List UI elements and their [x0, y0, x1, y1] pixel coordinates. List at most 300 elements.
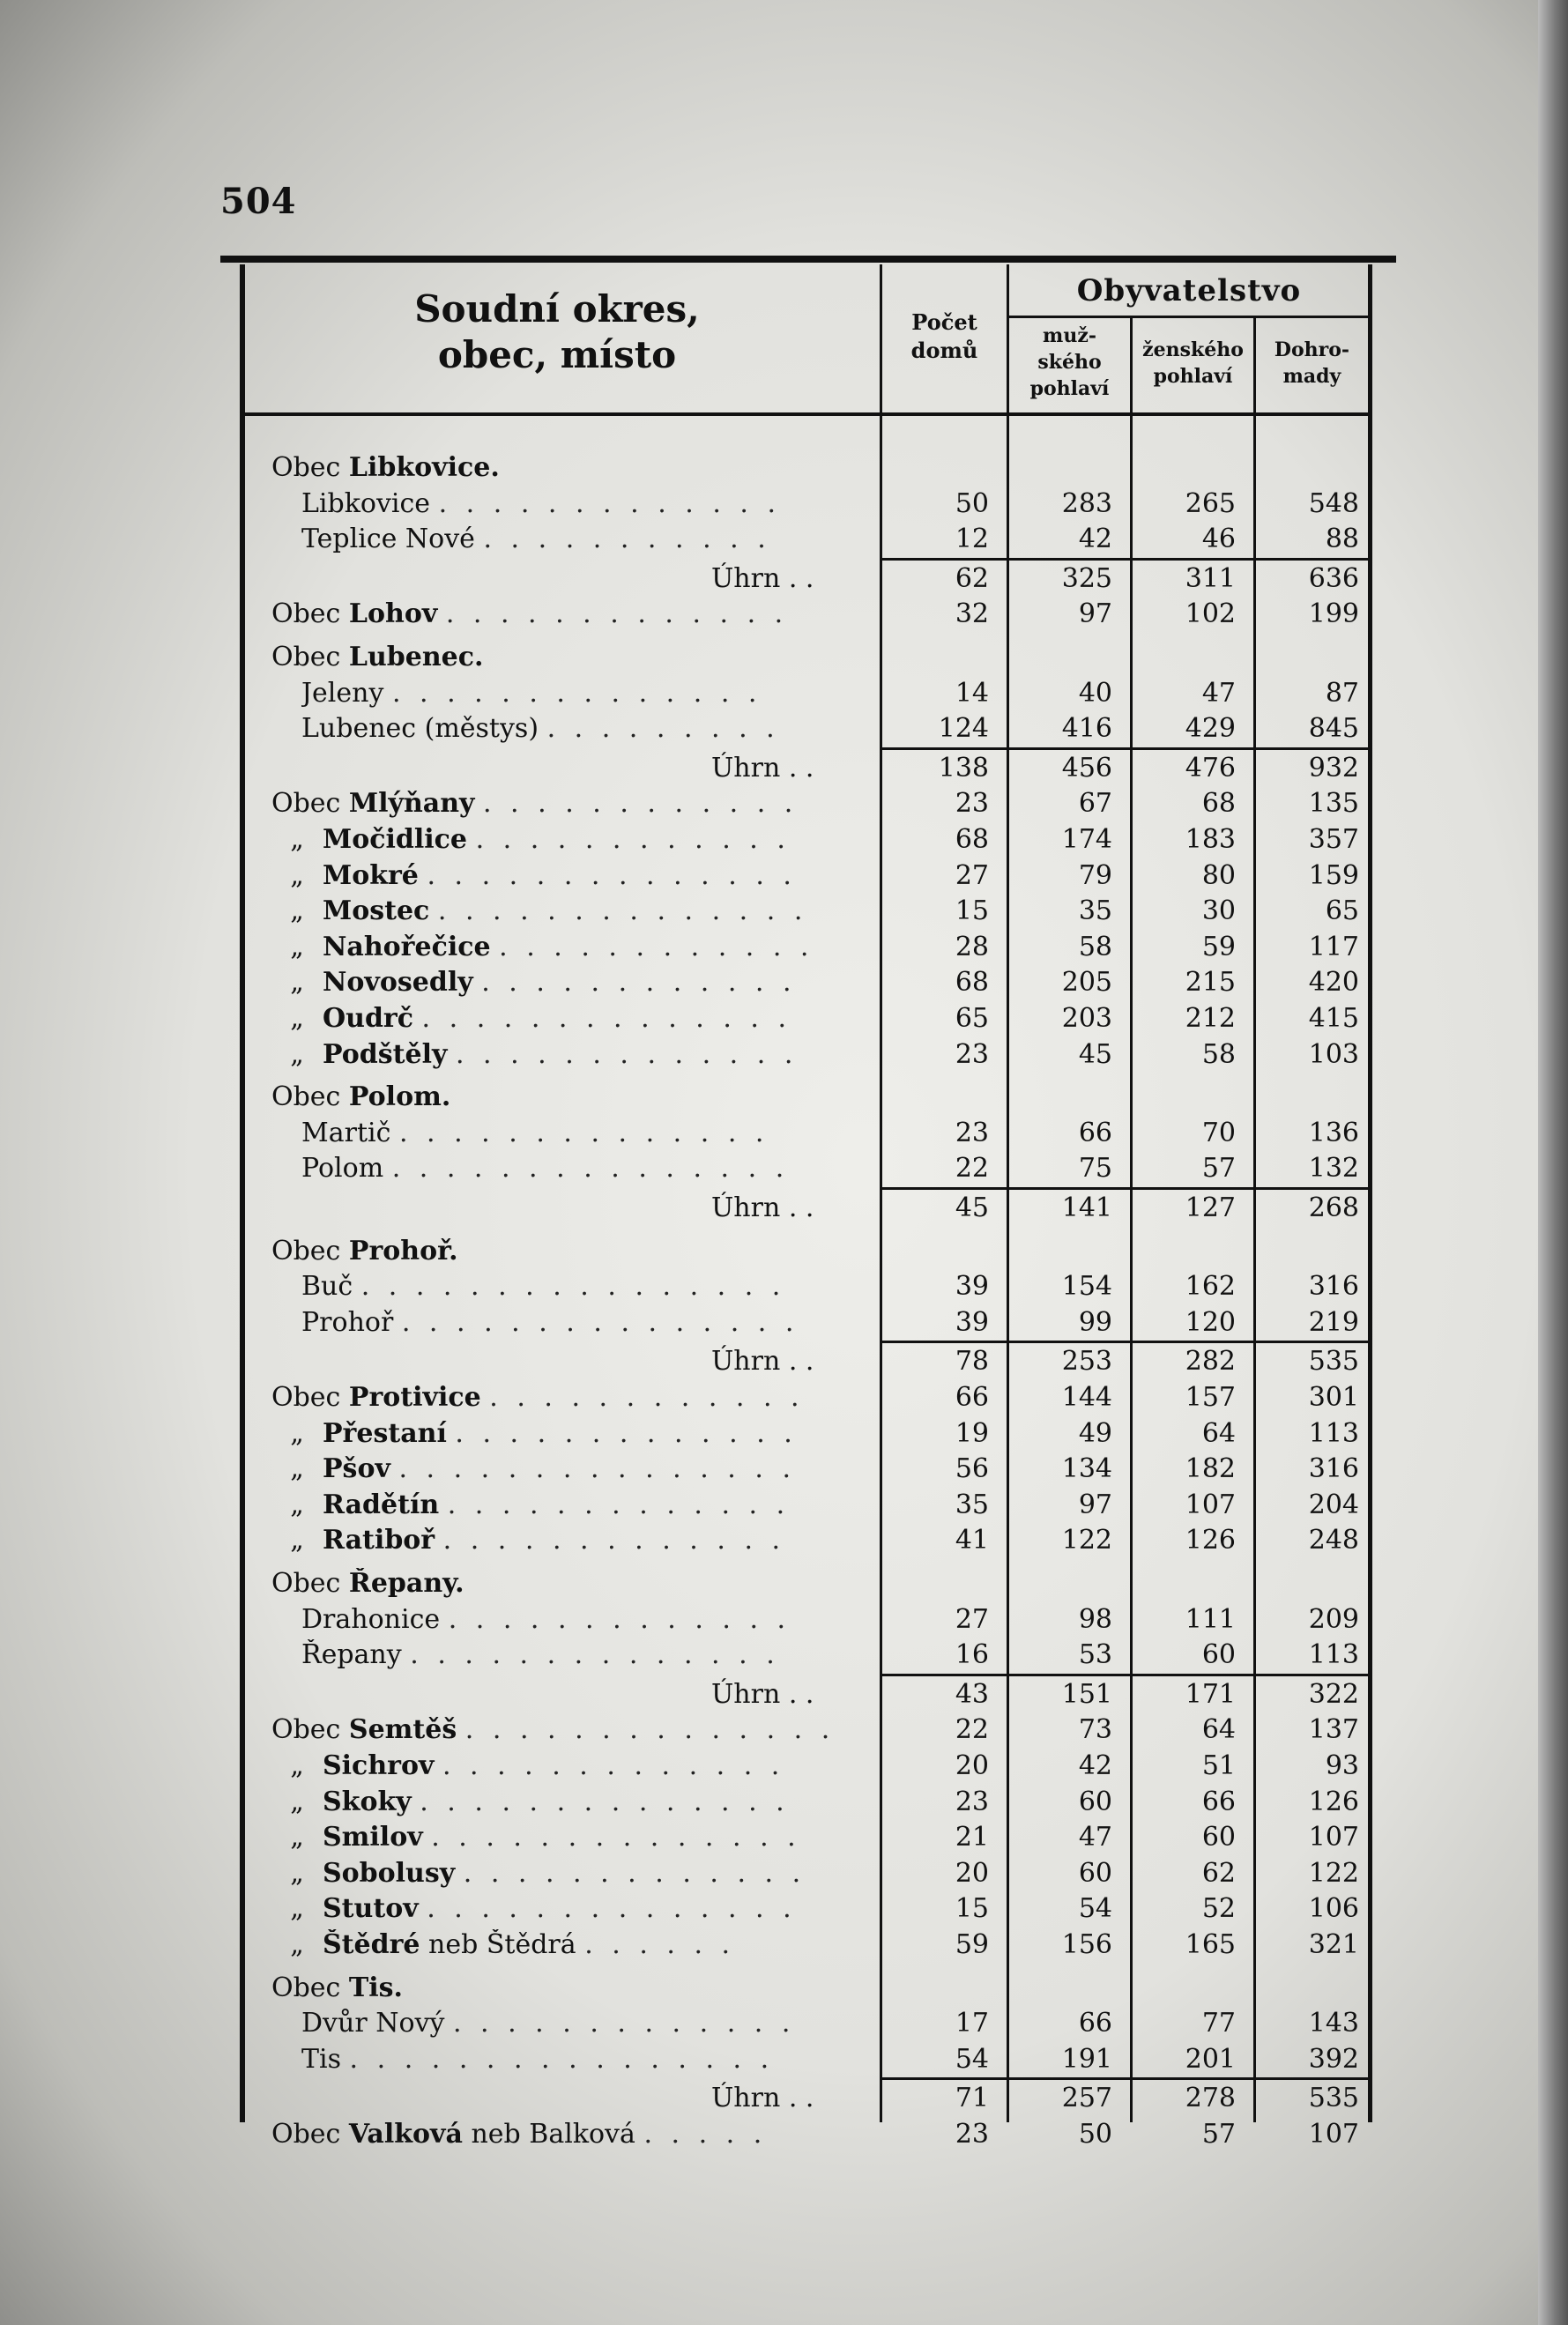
female-count: 59: [1201, 931, 1236, 962]
total-label: [711, 1346, 879, 1378]
row-label: [271, 1489, 880, 1521]
place-name: Libkovice.: [348, 452, 500, 483]
female-count: 162: [1185, 1271, 1236, 1303]
place-name: Sichrov: [323, 1750, 435, 1781]
place-name: Lohov: [348, 598, 438, 630]
obec-prefix: Obec: [271, 788, 341, 820]
table-row: [240, 824, 1372, 856]
houses-count: 45: [955, 1192, 989, 1223]
ditto-mark: „: [290, 1003, 304, 1034]
male-count: 416: [1061, 713, 1112, 745]
ditto-mark: „: [290, 1453, 304, 1485]
leader-dots: . . . . . . . . . . . . . . .: [391, 1153, 790, 1185]
ditto-mark: „: [290, 895, 304, 927]
row-label: [271, 1003, 880, 1035]
row-label: [271, 1568, 880, 1600]
male-count: 50: [1078, 2119, 1112, 2150]
total-count: 107: [1308, 1822, 1359, 1853]
total-label: [711, 1192, 879, 1224]
place-name: Prohoř.: [348, 1235, 458, 1266]
table-row: [240, 1081, 1372, 1113]
row-label: [271, 788, 880, 820]
table-row: [240, 895, 1372, 927]
place-name: Smilov: [323, 1822, 423, 1853]
place-name: Řepany.: [348, 1568, 464, 1599]
female-count: 62: [1201, 1857, 1236, 1889]
leader-dots: . . . . . . . . . . . .: [482, 788, 799, 820]
female-count: 46: [1201, 524, 1236, 555]
total-count: 113: [1308, 1417, 1359, 1449]
male-count: 283: [1061, 487, 1112, 519]
total-count: 204: [1308, 1489, 1359, 1520]
houses-count: 78: [955, 1346, 989, 1378]
total-count: 103: [1308, 1038, 1359, 1070]
ditto-mark: „: [290, 1893, 304, 1925]
leader-dots: . . . . . . . . . . . . . .: [427, 859, 797, 891]
table-row: [240, 1858, 1372, 1890]
ditto-mark: „: [290, 1489, 304, 1520]
column-header-male: [1009, 323, 1130, 402]
leader-dots: . . . . . . . . . . . . .: [455, 1417, 798, 1449]
houses-count: 59: [955, 1929, 989, 1960]
page-edge-shadow: [1538, 0, 1568, 2325]
houses-count: 62: [955, 562, 989, 594]
obec-prefix: Obec: [271, 1382, 341, 1413]
total-count: 415: [1308, 1003, 1359, 1034]
male-count: 174: [1061, 824, 1112, 855]
header-title-line1: Soudní okres,: [414, 287, 700, 331]
male-count: 203: [1061, 1003, 1112, 1034]
total-count: 65: [1325, 895, 1359, 927]
female-count: 182: [1185, 1453, 1236, 1485]
table-row: [240, 1382, 1372, 1414]
female-count: 171: [1185, 1678, 1236, 1710]
houses-count: 16: [955, 1639, 989, 1671]
female-count: 111: [1185, 1603, 1236, 1635]
total-row: [240, 2083, 1372, 2114]
ditto-mark: „: [290, 1786, 304, 1817]
place-name: Oudrč: [323, 1003, 413, 1034]
table-row: [240, 1418, 1372, 1450]
leader-dots: . .: [788, 1678, 814, 1710]
ditto-mark: „: [290, 1929, 304, 1960]
houses-count: 15: [955, 1893, 989, 1925]
place-name: Stutov: [323, 1893, 419, 1925]
column-header-houses: [882, 308, 1007, 365]
place-name: Štědré: [323, 1929, 420, 1960]
header-male-line3: pohlaví: [1029, 377, 1110, 400]
place-name: Nahořečice: [323, 931, 491, 962]
total-row: [240, 753, 1372, 784]
female-count: 102: [1185, 598, 1236, 630]
place-name-suffix: neb Balková: [462, 2119, 635, 2150]
table-row: [240, 488, 1372, 520]
leader-dots: . . . . . . . . . . . . .: [438, 487, 782, 519]
leader-dots: . . . . . . . . . . .: [483, 524, 771, 555]
total-row: [240, 563, 1372, 595]
row-label: [271, 1972, 880, 2004]
male-count: 122: [1061, 1525, 1112, 1556]
leader-dots: . . . . .: [643, 2119, 768, 2150]
houses-count: 21: [955, 1822, 989, 1853]
row-label: [271, 1236, 880, 1267]
houses-count: 23: [955, 1117, 989, 1148]
female-count: 77: [1201, 2008, 1236, 2039]
total-label: [711, 2083, 879, 2114]
total-count: 268: [1308, 1192, 1359, 1223]
total-count: 93: [1325, 1750, 1359, 1781]
female-count: 60: [1201, 1639, 1236, 1671]
place-name: Řepany: [301, 1639, 402, 1671]
male-count: 253: [1061, 1346, 1112, 1378]
houses-count: 43: [955, 1678, 989, 1710]
male-count: 97: [1078, 1489, 1112, 1520]
total-label: [711, 753, 879, 784]
leader-dots: . . . . . . . . . . . . . .: [420, 1786, 790, 1817]
leader-dots: . . . . . . . . . . . .: [475, 824, 791, 855]
header-pocet-line1: Počet: [911, 309, 977, 335]
leader-dots: . . . . . . . . . . . . . .: [398, 1117, 769, 1148]
total-count: 301: [1308, 1382, 1359, 1413]
leader-dots: . . . . . . . . . . . . .: [455, 1038, 799, 1070]
houses-count: 23: [955, 2119, 989, 2150]
row-label: [271, 824, 880, 856]
place-name: Libkovice: [301, 487, 431, 519]
female-count: 57: [1201, 1153, 1236, 1185]
houses-count: 54: [955, 2043, 989, 2075]
male-count: 67: [1078, 788, 1112, 820]
total-count: 357: [1308, 824, 1359, 855]
female-count: 52: [1201, 1893, 1236, 1925]
table-row: [240, 967, 1372, 999]
table-row: [240, 1153, 1372, 1185]
leader-dots: . .: [788, 1192, 814, 1223]
place-name: Drahonice: [301, 1603, 441, 1635]
place-name: Podštěly: [323, 1038, 448, 1070]
leader-dots: . . . . . . . . . . . .: [499, 931, 814, 962]
table-row: [240, 598, 1372, 630]
houses-count: 65: [955, 1003, 989, 1034]
houses-count: 17: [955, 2008, 989, 2039]
total-row: [240, 1679, 1372, 1711]
total-label-text: Úhrn: [711, 1678, 781, 1710]
place-name: Pšov: [323, 1453, 390, 1485]
sum-rule: [880, 1674, 1370, 1676]
place-name: Tis.: [348, 1972, 403, 2003]
place-name: Mokré: [323, 859, 419, 891]
sum-rule: [880, 558, 1370, 561]
total-count: 106: [1308, 1893, 1359, 1925]
female-count: 57: [1201, 2119, 1236, 2150]
row-label: [271, 1418, 880, 1450]
total-label-text: Úhrn: [711, 1192, 781, 1223]
total-count: 143: [1308, 2008, 1359, 2039]
row-label: [271, 932, 880, 963]
female-count: 66: [1201, 1786, 1236, 1817]
header-title-line2: obec, místo: [437, 333, 677, 376]
row-label: [301, 1153, 910, 1185]
total-count: 199: [1308, 598, 1359, 630]
leader-dots: . . . . . . . . . . . . . .: [431, 1822, 801, 1853]
male-count: 60: [1078, 1786, 1112, 1817]
obec-prefix: Obec: [271, 452, 341, 483]
female-count: 215: [1185, 967, 1236, 999]
male-count: 97: [1078, 598, 1112, 630]
total-count: 136: [1308, 1117, 1359, 1148]
row-label: [271, 1382, 880, 1414]
header-total-line2: mady: [1282, 365, 1341, 388]
table-row: [240, 1893, 1372, 1925]
leader-dots: . . . . . . . . . . . . .: [445, 598, 789, 630]
male-count: 45: [1078, 1038, 1112, 1070]
total-count: 88: [1325, 524, 1359, 555]
houses-count: 32: [955, 598, 989, 630]
female-count: 476: [1185, 752, 1236, 784]
houses-count: 12: [955, 524, 989, 555]
obyvatelstvo-rule: [1007, 316, 1370, 318]
row-label: [301, 2008, 910, 2039]
place-name: Přestaní: [323, 1417, 447, 1449]
male-count: 156: [1061, 1929, 1112, 1960]
header-female-line2: pohlaví: [1153, 365, 1233, 388]
place-name: Prohoř: [301, 1306, 394, 1338]
total-count: 135: [1308, 788, 1359, 820]
ditto-mark: „: [290, 1525, 304, 1556]
total-count: 107: [1308, 2119, 1359, 2150]
row-label: [301, 1604, 910, 1636]
place-name: Buč: [301, 1271, 353, 1303]
leader-dots: . .: [788, 562, 814, 594]
houses-count: 35: [955, 1489, 989, 1520]
place-name: Skoky: [323, 1786, 412, 1817]
ditto-mark: „: [290, 967, 304, 999]
male-count: 154: [1061, 1271, 1112, 1303]
male-count: 191: [1061, 2043, 1112, 2075]
header-bottom-rule: [240, 412, 1372, 416]
male-count: 73: [1078, 1714, 1112, 1746]
female-count: 47: [1201, 677, 1236, 709]
leader-dots: . . . . . . . . . . . .: [481, 967, 797, 999]
total-label: [711, 563, 879, 595]
leader-dots: . . . . . . . . . . . . . . . .: [349, 2043, 775, 2075]
total-count: 322: [1308, 1678, 1359, 1710]
female-count: 278: [1185, 2083, 1236, 2114]
female-count: 64: [1201, 1417, 1236, 1449]
header-total-line1: Dohro-: [1274, 338, 1350, 361]
column-header-population: Obyvatelstvo: [1076, 273, 1302, 308]
total-count: 137: [1308, 1714, 1359, 1746]
leader-dots: . .: [788, 1346, 814, 1378]
total-count: 126: [1308, 1786, 1359, 1817]
place-name: Semtěš: [348, 1714, 457, 1746]
place-name: Teplice Nové: [301, 524, 475, 555]
header-male-line1: muž-: [1043, 324, 1096, 347]
leader-dots: . . . . . . . . . . . . . .: [391, 677, 762, 709]
houses-count: 27: [955, 859, 989, 891]
total-count: 636: [1308, 562, 1359, 594]
male-count: 53: [1078, 1639, 1112, 1671]
table-row: [240, 678, 1372, 709]
header-pocet-line2: domů: [910, 338, 978, 363]
place-name: Valková: [348, 2119, 463, 2150]
female-count: 165: [1185, 1929, 1236, 1960]
houses-count: 22: [955, 1153, 989, 1185]
table-row: [240, 452, 1372, 484]
leader-dots: . . . . . . . . . . . . .: [442, 1525, 786, 1556]
table-row: [240, 1118, 1372, 1149]
total-count: 392: [1308, 2043, 1359, 2075]
row-label: [271, 452, 880, 484]
leader-dots: . . . . . . . . .: [546, 713, 780, 745]
place-name: Mostec: [323, 895, 430, 927]
place-name: Dvůr Nový: [301, 2008, 445, 2039]
total-label-text: Úhrn: [711, 1346, 781, 1378]
houses-count: 68: [955, 967, 989, 999]
place-name: Lubenec.: [348, 642, 484, 672]
obec-prefix: Obec: [271, 642, 341, 672]
female-count: 60: [1201, 1822, 1236, 1853]
total-count: 159: [1308, 859, 1359, 891]
place-name: Mlýňany: [348, 788, 475, 820]
row-label: [301, 678, 910, 709]
male-count: 325: [1061, 562, 1112, 594]
leader-dots: . . . . . .: [584, 1929, 736, 1960]
place-name: Novosedly: [323, 967, 473, 999]
female-count: 311: [1185, 562, 1236, 594]
total-count: 321: [1308, 1929, 1359, 1960]
houses-count: 20: [955, 1750, 989, 1781]
houses-count: 23: [955, 1786, 989, 1817]
place-name: Sobolusy: [323, 1857, 456, 1889]
row-label: [301, 713, 910, 745]
female-count: 64: [1201, 1714, 1236, 1746]
male-count: 42: [1078, 524, 1112, 555]
male-count: 54: [1078, 1893, 1112, 1925]
female-count: 80: [1201, 859, 1236, 891]
table-row: [240, 1929, 1372, 1961]
row-label: [271, 1714, 880, 1746]
houses-count: 27: [955, 1603, 989, 1635]
female-count: 157: [1185, 1382, 1236, 1413]
row-label: [271, 1453, 880, 1485]
ditto-mark: „: [290, 931, 304, 962]
total-count: 113: [1308, 1639, 1359, 1671]
table-row: [240, 1786, 1372, 1818]
male-count: 47: [1078, 1822, 1112, 1853]
leader-dots: . . . . . . . . . . . . . .: [464, 1714, 836, 1746]
ditto-mark: „: [290, 1038, 304, 1070]
row-label: [271, 1525, 880, 1556]
male-count: 257: [1061, 2083, 1112, 2114]
row-label: [301, 1639, 910, 1671]
row-label: [301, 1271, 910, 1303]
row-label: [271, 1039, 880, 1071]
place-name: Polom.: [348, 1081, 451, 1113]
female-count: 30: [1201, 895, 1236, 927]
header-female-line1: ženského: [1142, 338, 1244, 361]
place-name: Lubenec (městys): [301, 713, 539, 745]
place-name: Radětín: [323, 1489, 440, 1520]
table-row: [240, 524, 1372, 555]
female-count: 429: [1185, 713, 1236, 745]
obec-prefix: Obec: [271, 1972, 341, 2003]
place-name: Protivice: [348, 1382, 481, 1413]
place-name: Ratiboř: [323, 1525, 435, 1556]
table-row: [240, 713, 1372, 745]
total-count: 248: [1308, 1525, 1359, 1556]
female-count: 58: [1201, 1038, 1236, 1070]
table-row: [240, 1639, 1372, 1671]
total-count: 87: [1325, 677, 1359, 709]
leader-dots: . . . . . . . . . . . . .: [452, 2008, 796, 2039]
sum-rule: [880, 747, 1370, 750]
ditto-mark: „: [290, 1750, 304, 1781]
row-label: [271, 1858, 880, 1890]
place-name: Martič: [301, 1117, 391, 1148]
leader-dots: . .: [788, 752, 814, 784]
leader-dots: . . . . . . . . . . . . . . .: [401, 1306, 799, 1338]
table-row: [240, 1568, 1372, 1600]
leader-dots: . . . . . . . . . . . . . . . .: [360, 1271, 786, 1303]
leader-dots: . . . . . . . . . . . . .: [447, 1489, 791, 1520]
houses-count: 23: [955, 1038, 989, 1070]
row-label: [271, 642, 880, 673]
female-count: 183: [1185, 824, 1236, 855]
page-number: 504: [220, 181, 297, 222]
houses-count: 39: [955, 1306, 989, 1338]
houses-count: 68: [955, 824, 989, 855]
row-label: [301, 524, 910, 555]
male-count: 144: [1061, 1382, 1112, 1413]
houses-count: 20: [955, 1857, 989, 1889]
houses-count: 39: [955, 1271, 989, 1303]
total-count: 420: [1308, 967, 1359, 999]
total-label-text: Úhrn: [711, 2083, 781, 2114]
leader-dots: . . . . . . . . . . . . .: [463, 1857, 806, 1889]
female-count: 212: [1185, 1003, 1236, 1034]
leader-dots: . . . . . . . . . . . . .: [448, 1603, 791, 1635]
ditto-mark: „: [290, 1822, 304, 1853]
place-name: Močidlice: [323, 824, 468, 855]
row-label: [271, 860, 880, 892]
table-row: [240, 932, 1372, 963]
male-count: 99: [1078, 1306, 1112, 1338]
houses-count: 15: [955, 895, 989, 927]
male-count: 58: [1078, 931, 1112, 962]
leader-dots: . . . . . . . . . . . . . .: [421, 1003, 792, 1034]
row-label: [271, 1929, 880, 1961]
houses-count: 19: [955, 1417, 989, 1449]
female-count: 265: [1185, 487, 1236, 519]
ditto-mark: „: [290, 824, 304, 855]
table-row: [240, 788, 1372, 820]
table-row: [240, 1453, 1372, 1485]
total-row: [240, 1192, 1372, 1224]
column-header-total: [1256, 337, 1368, 390]
leader-dots: . . . . . . . . . . . . . .: [427, 1893, 797, 1925]
total-label-text: Úhrn: [711, 752, 781, 784]
male-count: 35: [1078, 895, 1112, 927]
leader-dots: . .: [788, 2083, 814, 2114]
houses-count: 71: [955, 2083, 989, 2114]
sum-rule: [880, 2077, 1370, 2080]
table-row: [240, 860, 1372, 892]
female-count: 201: [1185, 2043, 1236, 2075]
row-label: [271, 1893, 880, 1925]
row-label: [271, 1081, 880, 1113]
obec-prefix: Obec: [271, 598, 341, 630]
leader-dots: . . . . . . . . . . . . .: [442, 1750, 785, 1781]
